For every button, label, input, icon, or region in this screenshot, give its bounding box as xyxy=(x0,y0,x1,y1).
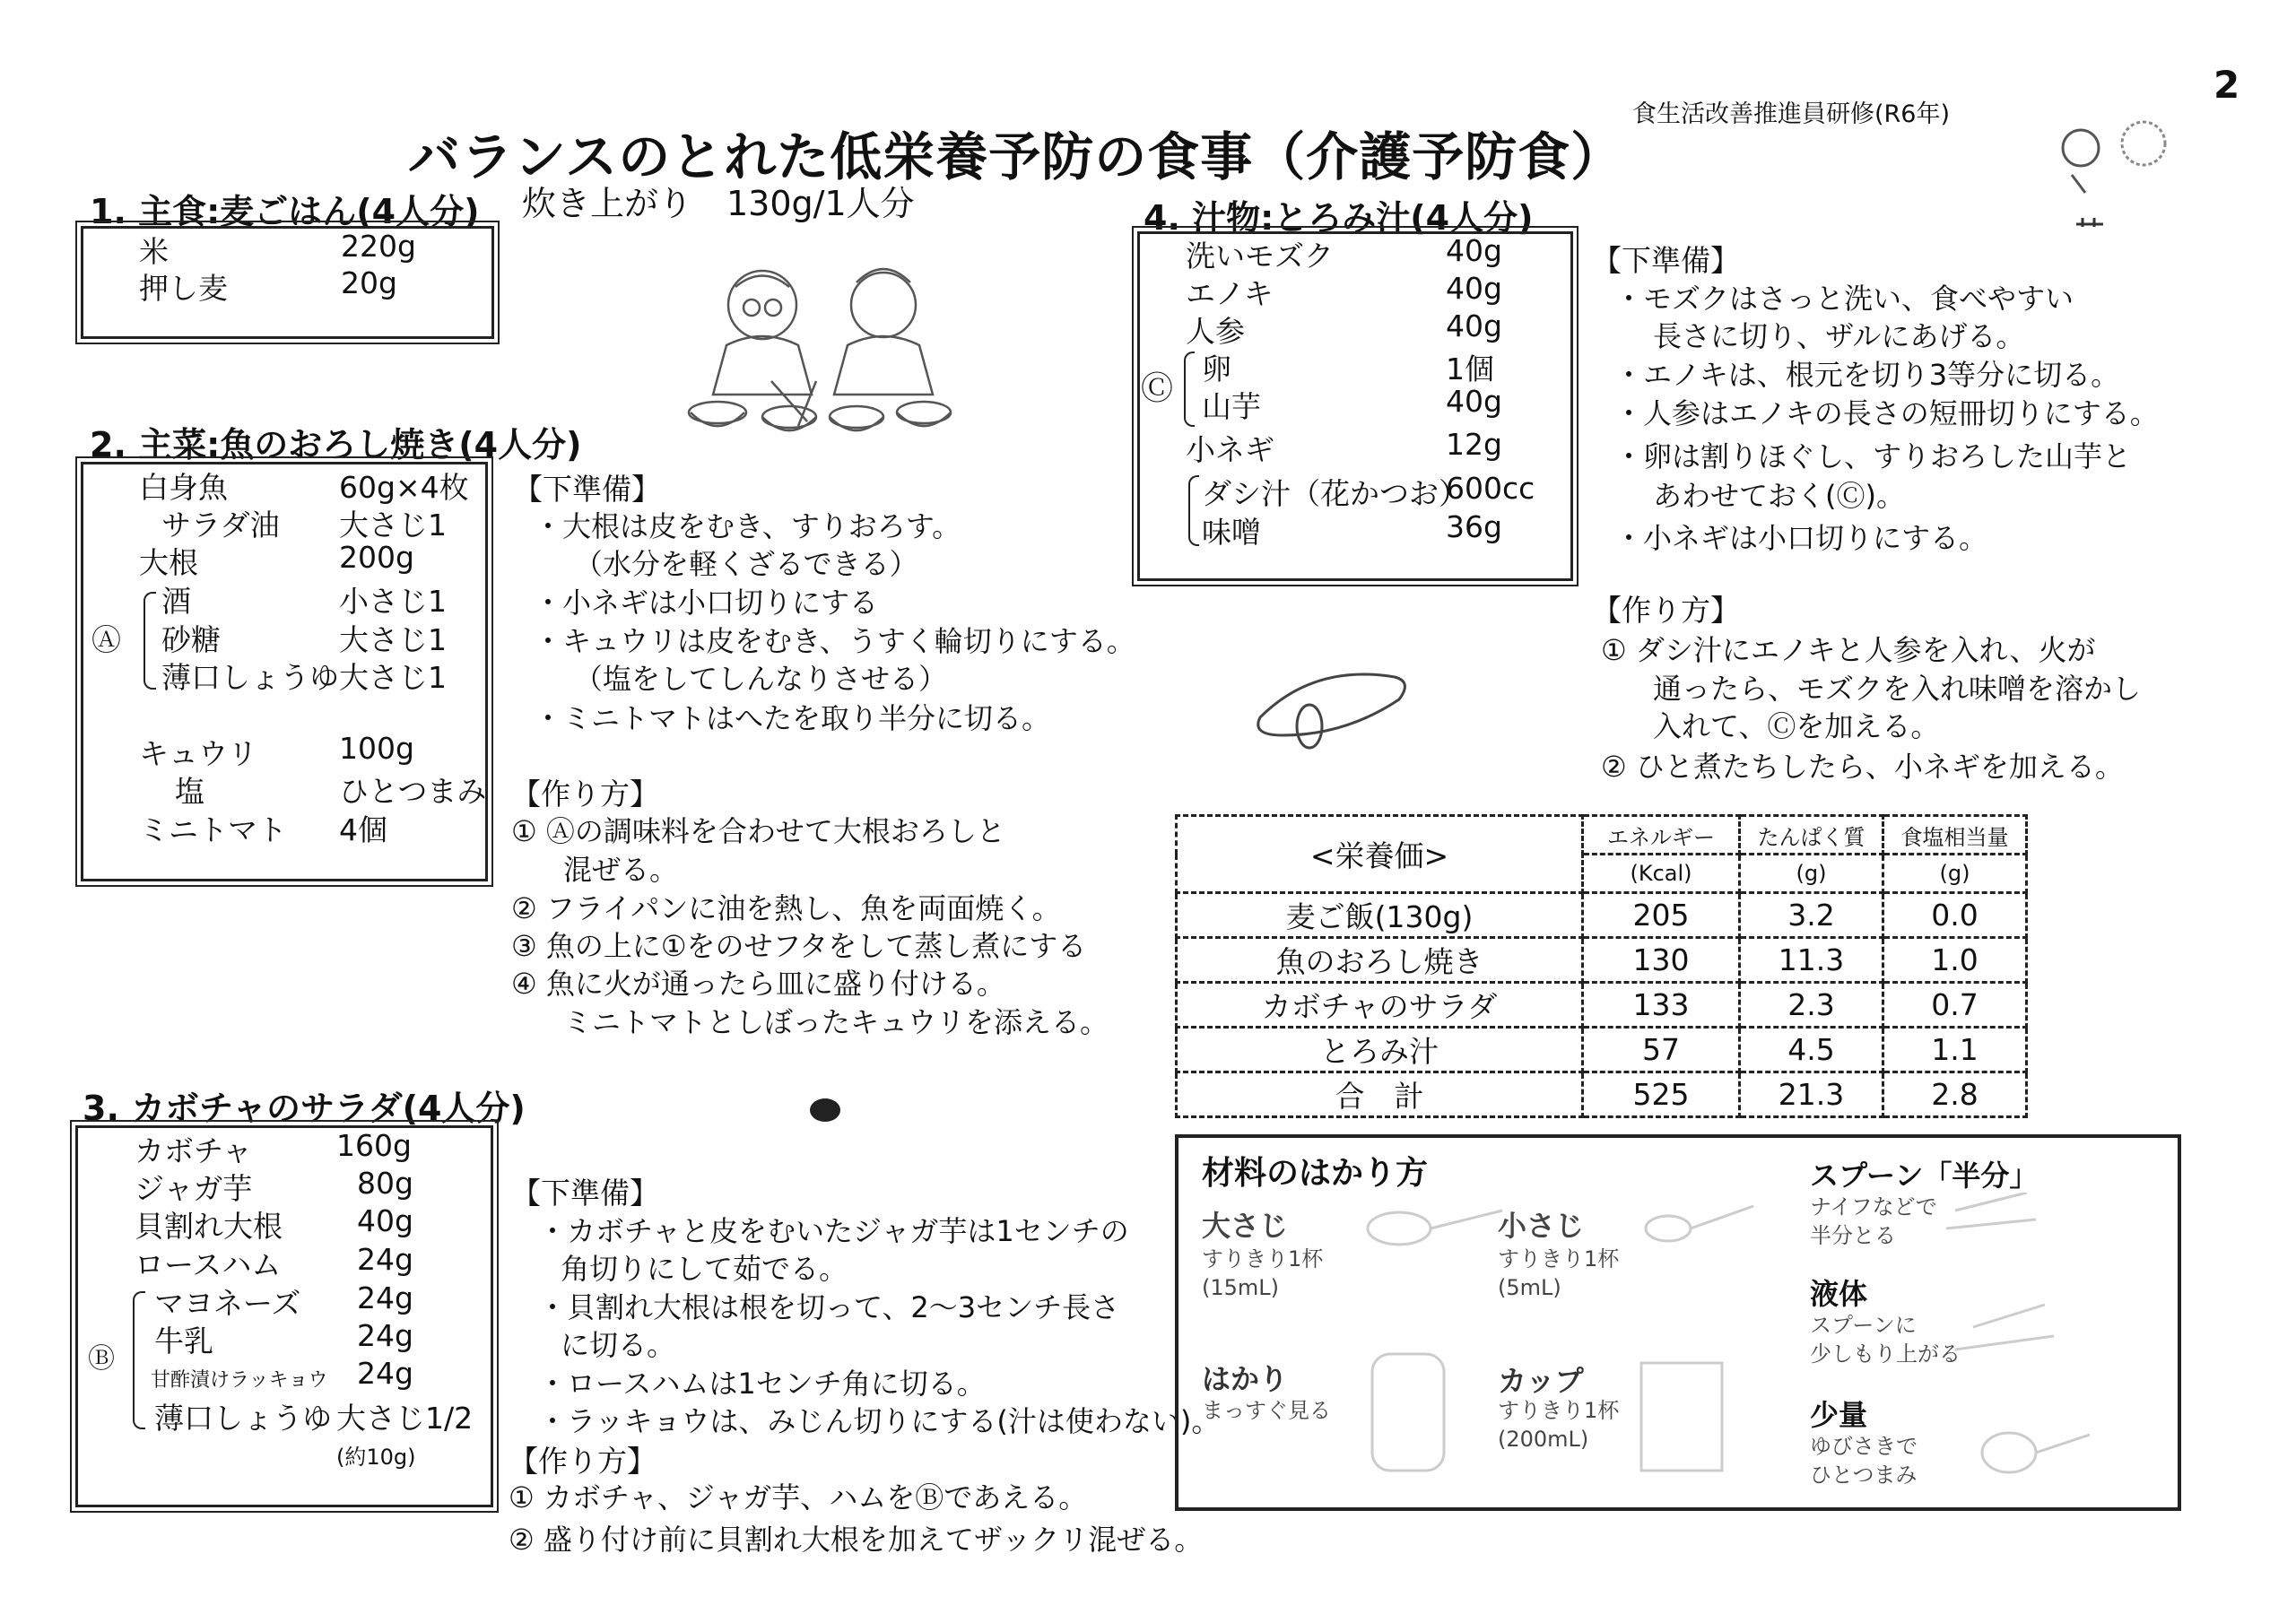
energy-value: 130 xyxy=(1583,938,1740,983)
ingredient-amount: 600cc xyxy=(1446,471,1535,506)
step-line: ② ひと煮たちしたら、小ネギを加える。 xyxy=(1601,750,2124,784)
salt-value: 1.1 xyxy=(1883,1028,2027,1072)
ingredient-name: 洗いモズク xyxy=(1186,239,1334,273)
table-row xyxy=(1177,938,2027,983)
ingredient-name: 塩 xyxy=(175,774,204,809)
ingredient-name: ジャガ芋 xyxy=(135,1171,253,1206)
approx-note: (約10g) xyxy=(336,1445,416,1470)
nutrition-unit: (g) xyxy=(1883,855,2027,893)
measure-desc: ナイフなどで 半分とる xyxy=(1810,1194,1937,1249)
prep-line: ・貝割れ大根は根を切って、2～3センチ長さ xyxy=(538,1290,1120,1324)
dish-name: 麦ご飯(130g) xyxy=(1177,893,1583,938)
section1-note: 炊き上がり 130g/1人分 xyxy=(522,184,915,223)
energy-total: 525 xyxy=(1583,1072,1740,1117)
table-row-total xyxy=(1177,1072,2027,1117)
prep-line: ・ミニトマトはへたを取り半分に切る。 xyxy=(534,701,1051,735)
table-row xyxy=(1177,1028,2027,1072)
group-brace xyxy=(1188,475,1199,546)
prep-line: ・ラッキョウは、みじん切りにする(汁は使わない)。 xyxy=(538,1404,1221,1438)
ingredient-amount: 40g xyxy=(357,1203,413,1238)
ingredient-name: 酒 xyxy=(161,584,191,619)
measure-desc: すりきり1杯 (5mL) xyxy=(1498,1246,1620,1301)
ingredient-name: サラダ油 xyxy=(161,508,280,542)
section4-prep-title: 【下準備】 xyxy=(1592,243,1740,278)
ingredient-amount: 24g xyxy=(357,1242,413,1277)
ingredient-amount: 小さじ1 xyxy=(339,584,447,619)
ingredient-name: 牛乳 xyxy=(154,1324,213,1358)
step-line: ① Ⓐの調味料を合わせて大根おろしと xyxy=(511,814,1005,848)
measure-desc: すりきり1杯 (15mL) xyxy=(1202,1246,1324,1301)
ingredient-amount: 24g xyxy=(357,1280,413,1315)
table-row xyxy=(1177,983,2027,1028)
prep-line: 角切りにして茹でる。 xyxy=(561,1252,848,1286)
prep-line: ・人参はエノキの長さの短冊切りにする。 xyxy=(1614,396,2159,430)
prep-line: 長さに切り、ザルにあげる。 xyxy=(1653,319,2025,353)
section3-prep-title: 【下準備】 xyxy=(511,1176,659,1211)
step-line: 入れて、Ⓒを加える。 xyxy=(1653,709,1940,743)
prep-line: ・カボチャと皮をむいたジャガ芋は1センチの xyxy=(538,1214,1129,1248)
section3-steps-title: 【作り方】 xyxy=(509,1444,657,1479)
ingredient-name: 薄口しょうゆ xyxy=(154,1401,332,1436)
measure-label: スプーン「半分」 xyxy=(1810,1159,2039,1193)
prep-line: に切る。 xyxy=(561,1328,676,1362)
section2-title: 2. 主菜:魚のおろし焼き(4人分) xyxy=(90,425,582,464)
dish-name: とろみ汁 xyxy=(1177,1028,1583,1072)
training-label: 食生活改善推進員研修(R6年) xyxy=(1632,100,1951,128)
prep-line: ・大根は皮をむき、すりおろす。 xyxy=(534,509,961,543)
ingredient-name: 山芋 xyxy=(1202,389,1261,424)
ingredient-amount: 220g xyxy=(341,229,416,264)
step-line: ② フライパンに油を熱し、魚を両面焼く。 xyxy=(511,891,1061,925)
salt-value: 0.7 xyxy=(1883,983,2027,1028)
section1-title: 1. 主食:麦ごはん(4人分) xyxy=(90,192,480,231)
nutrition-col-header: 食塩相当量 xyxy=(1883,816,2027,855)
ingredient-name: 小ネギ xyxy=(1186,432,1274,467)
ingredient-name: 人参 xyxy=(1186,314,1245,349)
dish-name: カボチャのサラダ xyxy=(1177,983,1583,1028)
prep-line: ・モズクはさっと洗い、食べやすい xyxy=(1614,282,2074,316)
ingredient-name: キュウリ xyxy=(139,736,257,771)
prep-line: ・卵は割りほぐし、すりおろした山芋と xyxy=(1614,439,2132,473)
ingredient-amount: 20g xyxy=(341,265,397,300)
ingredient-amount: 40g xyxy=(1446,384,1502,419)
measure-desc: すりきり1杯 (200mL) xyxy=(1498,1398,1620,1453)
ingredient-name: ミニトマト xyxy=(139,812,287,847)
nutrition-col-header: たんぱく質 xyxy=(1740,816,1883,855)
step-line: ② 盛り付け前に貝割れ大根を加えてザックリ混ぜる。 xyxy=(509,1523,1204,1557)
nutrition-unit: (g) xyxy=(1740,855,1883,893)
group-mark: Ⓑ xyxy=(88,1343,115,1375)
step-line: ③ 魚の上に①をのせフタをして蒸し煮にする xyxy=(511,929,1087,963)
ingredient-amount: 大さじ1 xyxy=(339,622,447,657)
section3-title: 3. カボチャのサラダ(4人分) xyxy=(83,1089,526,1128)
page-number: 2 xyxy=(2213,63,2240,107)
ingredient-name: 砂糖 xyxy=(161,622,221,657)
measure-label: 液体 xyxy=(1810,1277,1868,1311)
section2-steps-title: 【作り方】 xyxy=(511,777,659,812)
measurement-title: 材料のはかり方 xyxy=(1202,1155,1429,1192)
ingredient-name: カボチャ xyxy=(135,1133,253,1168)
prep-line: ・小ネギは小口切りにする。 xyxy=(1614,521,1988,555)
group-brace xyxy=(144,592,156,690)
protein-value: 11.3 xyxy=(1740,938,1883,983)
ingredient-amount: 80g xyxy=(357,1166,413,1201)
protein-value: 2.3 xyxy=(1740,983,1883,1028)
group-brace xyxy=(133,1291,145,1429)
ingredient-name: 大根 xyxy=(139,545,198,580)
measure-label: 大さじ xyxy=(1202,1209,1289,1243)
ingredient-name: マヨネーズ xyxy=(154,1286,301,1321)
prep-line: ・小ネギは小口切りにする xyxy=(534,586,879,620)
nutrition-unit: (Kcal) xyxy=(1583,855,1740,893)
measure-label: はかり xyxy=(1202,1362,1289,1396)
ingredient-name: ダシ汁（花かつお） xyxy=(1202,476,1468,511)
prep-line: （水分を軽くざるできる） xyxy=(574,547,918,581)
group-brace xyxy=(1184,352,1195,427)
measure-desc: まっすぐ見る xyxy=(1202,1398,1331,1423)
step-line: 通ったら、モズクを入れ味噌を溶かし xyxy=(1653,672,2142,706)
ingredient-amount: ひとつまみ xyxy=(339,774,487,809)
measure-label: 小さじ xyxy=(1498,1209,1585,1243)
ingredient-amount: 40g xyxy=(1446,271,1502,306)
ink-blot xyxy=(807,1094,843,1125)
salt-value: 1.0 xyxy=(1883,938,2027,983)
measure-label: カップ xyxy=(1498,1364,1584,1398)
total-label: 合 計 xyxy=(1177,1072,1583,1117)
salt-value: 0.0 xyxy=(1883,893,2027,938)
measure-label: 少量 xyxy=(1810,1398,1868,1432)
energy-value: 205 xyxy=(1583,893,1740,938)
ingredient-amount: 100g xyxy=(339,731,414,766)
ingredient-amount: 200g xyxy=(339,540,414,575)
salt-total: 2.8 xyxy=(1883,1072,2027,1117)
nutrition-table xyxy=(1175,814,2028,1118)
ingredient-amount: 36g xyxy=(1446,509,1502,544)
section4-title: 4. 汁物:とろみ汁(4人分) xyxy=(1144,198,1534,238)
section4-steps-title: 【作り方】 xyxy=(1592,593,1740,628)
decor-illustration xyxy=(2045,112,2188,238)
dish-name: 魚のおろし焼き xyxy=(1177,938,1583,983)
energy-value: 57 xyxy=(1583,1028,1740,1072)
ingredient-name: 押し麦 xyxy=(139,271,228,306)
group-mark: Ⓒ xyxy=(1141,370,1174,407)
nutrition-col-header: エネルギー xyxy=(1583,816,1740,855)
step-line: ① カボチャ、ジャガ芋、ハムをⒷであえる。 xyxy=(509,1480,1088,1515)
ingredient-name: 貝割れ大根 xyxy=(135,1209,283,1244)
cucumber-illustration xyxy=(1247,664,1417,753)
prep-line: ・ロースハムは1センチ角に切る。 xyxy=(538,1367,986,1401)
ingredient-amount: 12g xyxy=(1446,427,1502,462)
ingredient-name: エノキ xyxy=(1186,276,1274,311)
step-line: ミニトマトとしぼったキュウリを添える。 xyxy=(563,1005,1109,1039)
ingredient-name: 甘酢漬けラッキョウ xyxy=(151,1369,328,1392)
ingredient-amount: 24g xyxy=(357,1318,413,1353)
ingredient-name: 米 xyxy=(139,234,169,269)
ingredient-amount: 大さじ1 xyxy=(339,508,447,542)
measure-desc: スプーンに 少しもり上がる xyxy=(1810,1313,1961,1367)
step-line: 混ぜる。 xyxy=(563,853,679,887)
group-mark: Ⓐ xyxy=(91,622,121,657)
prep-line: ・キュウリは皮をむき、うすく輪切りにする。 xyxy=(534,624,1135,658)
step-line: ① ダシ汁にエノキと人参を入れ、火が xyxy=(1601,633,2096,667)
protein-value: 3.2 xyxy=(1740,893,1883,938)
prep-line: ・エノキは、根元を切り3等分に切る。 xyxy=(1614,358,2120,392)
ingredient-amount: 4個 xyxy=(339,812,387,847)
ingredient-amount: 40g xyxy=(1446,233,1502,268)
ingredient-name: 薄口しょうゆ xyxy=(161,660,339,695)
ingredient-amount: 大さじ1/2 xyxy=(336,1401,474,1436)
ingredient-name: 卵 xyxy=(1202,352,1231,386)
ingredient-amount: 大さじ1 xyxy=(339,660,447,695)
nutrition-header: <栄養価> xyxy=(1177,816,1583,893)
protein-total: 21.3 xyxy=(1740,1072,1883,1117)
ingredient-name: ロースハム xyxy=(135,1247,282,1282)
protein-value: 4.5 xyxy=(1740,1028,1883,1072)
step-line: ④ 魚に火が通ったら皿に盛り付ける。 xyxy=(511,967,1005,1001)
ingredient-amount: 60g×4枚 xyxy=(339,470,469,505)
prep-line: （塩をしてしんなりさせる） xyxy=(574,662,948,696)
measuring-spoon-illustrations xyxy=(1327,1193,2135,1497)
ingredient-amount: 40g xyxy=(1446,308,1502,343)
ingredient-amount: 160g xyxy=(336,1128,412,1163)
ingredient-name: 味噌 xyxy=(1202,515,1261,550)
ingredient-amount: 24g xyxy=(357,1356,413,1391)
ingredient-amount: 1個 xyxy=(1446,352,1494,386)
measure-desc: ゆびさきで ひとつまみ xyxy=(1810,1434,1918,1488)
section2-prep-title: 【下準備】 xyxy=(513,472,661,507)
elderly-couple-illustration xyxy=(664,256,987,448)
page-title: バランスのとれた低栄養予防の食事（介護予防食） xyxy=(408,126,1624,187)
table-row xyxy=(1177,893,2027,938)
energy-value: 133 xyxy=(1583,983,1740,1028)
ingredient-name: 白身魚 xyxy=(139,470,228,505)
prep-line: あわせておく(Ⓒ)。 xyxy=(1653,479,1905,513)
